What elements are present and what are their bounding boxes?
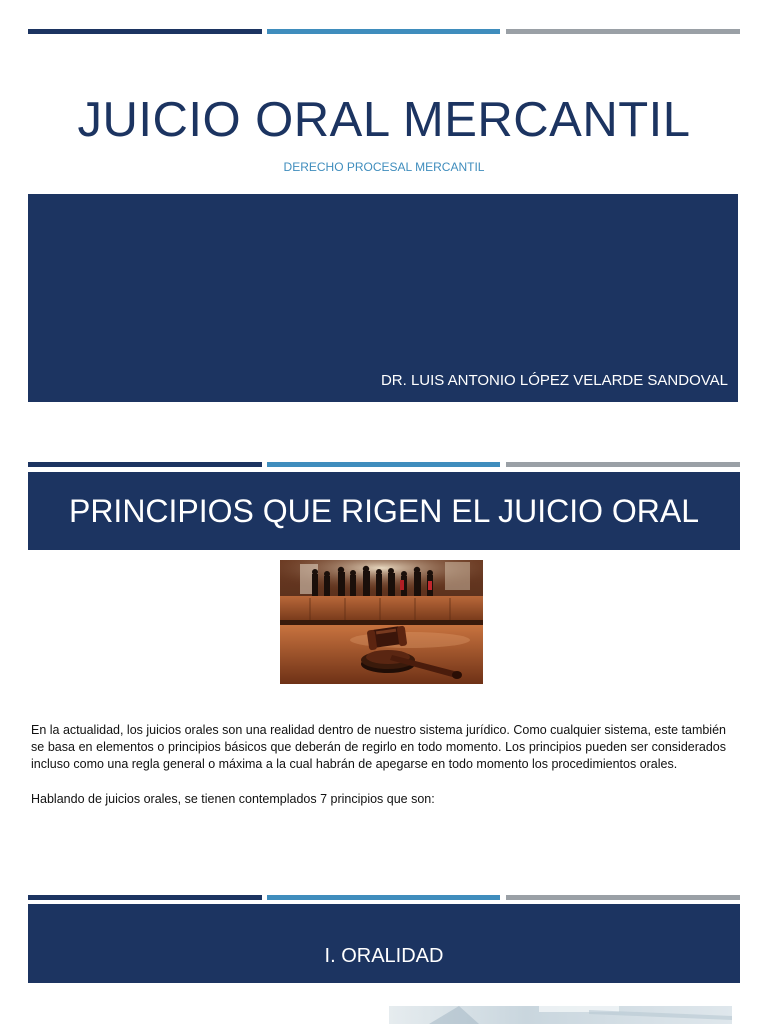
office-interior-photo — [389, 1006, 732, 1024]
slide2-title-band — [28, 472, 740, 550]
accent-stripe-blue — [267, 895, 500, 900]
slide3-accent-stripes — [28, 895, 740, 900]
slide3-title: I. ORALIDAD — [324, 945, 444, 967]
accent-stripe-blue — [267, 462, 500, 467]
slide3-title-band — [28, 904, 740, 983]
accent-stripe-navy — [28, 895, 262, 900]
accent-stripe-gray — [506, 29, 740, 34]
body-paragraph: En la actualidad, los juicios orales son una realidad dentro de nuestro sistema jurídico. Como cualquier sistema, este también se basa en elementos o principios básicos que deberán de regirlo en todo momento. Los principios pueden ser considerados incluso como una regla general o máxima a la cual habrán de apegarse en todo momento los procedimientos orales. — [31, 723, 726, 772]
slide2-body — [31, 722, 726, 825]
accent-stripe-navy — [28, 462, 262, 467]
slide2-accent-stripes — [28, 462, 740, 467]
slide1-subtitle: DERECHO PROCESAL MERCANTIL — [283, 160, 485, 174]
accent-stripe-blue — [267, 29, 500, 34]
slide1-title: JUICIO ORAL MERCANTIL — [77, 93, 691, 147]
accent-stripe-gray — [506, 895, 740, 900]
body-paragraph: Hablando de juicios orales, se tienen contemplados 7 principios que son: — [31, 791, 435, 806]
slide1-accent-stripes — [28, 29, 740, 34]
slide1-author: DR. LUIS ANTONIO LÓPEZ VELARDE SANDOVAL — [380, 372, 728, 389]
accent-stripe-navy — [28, 29, 262, 34]
courtroom-gavel-photo — [280, 560, 483, 684]
accent-stripe-gray — [506, 462, 740, 467]
slide1-title-band — [28, 194, 738, 402]
slide2-title: PRINCIPIOS QUE RIGEN EL JUICIO ORAL — [68, 492, 700, 529]
